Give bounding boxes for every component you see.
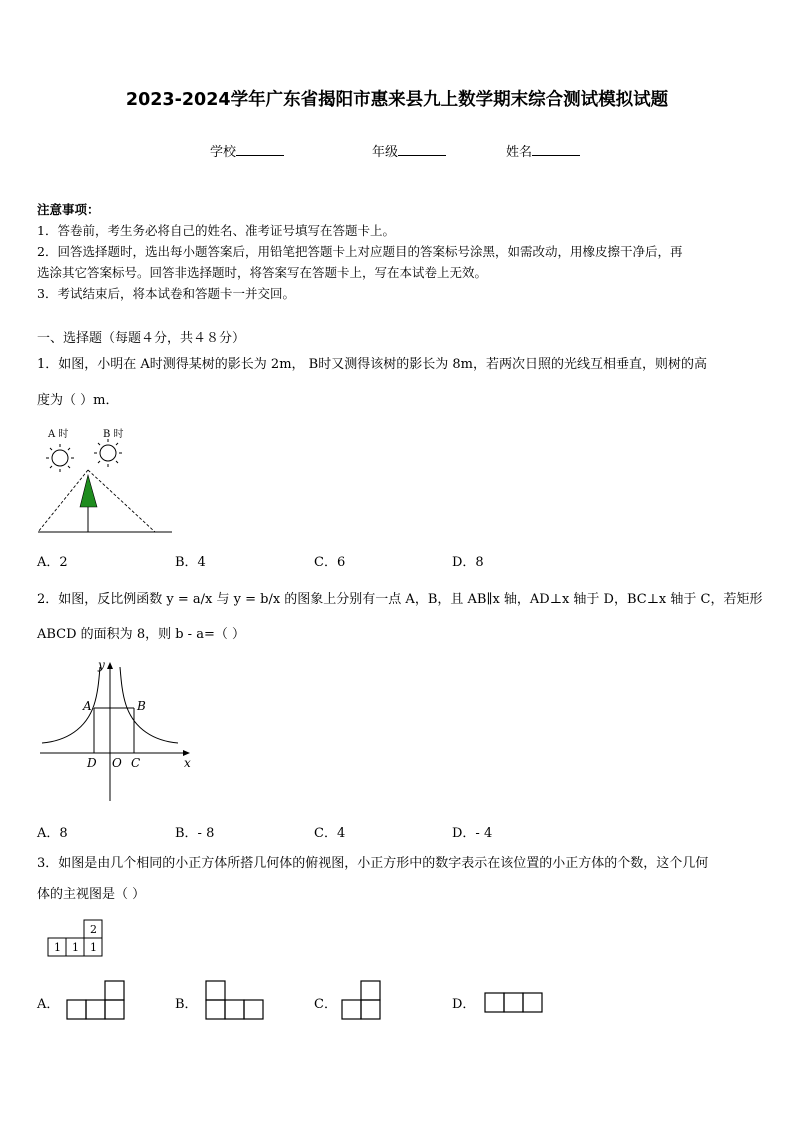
section-heading: 一、选择题（每题４分，共４８分） xyxy=(37,331,246,346)
q1-figure xyxy=(30,420,180,538)
school-blank xyxy=(236,143,284,156)
q3-option-d-shape xyxy=(483,991,547,1017)
curve-right xyxy=(120,667,178,743)
ray-b xyxy=(88,470,155,532)
q3-option-d-label: D． xyxy=(452,997,476,1012)
y-axis-label: y xyxy=(98,658,105,672)
y-axis-arrow-icon xyxy=(107,662,113,669)
q2-option-a: A．8 xyxy=(37,826,68,841)
page-title: 2023-2024学年广东省揭阳市惠来县九上数学期末综合测试模拟试题 xyxy=(125,90,669,110)
q2-option-d: D．- 4 xyxy=(452,826,493,841)
notice-block xyxy=(37,199,762,304)
notice-item: 选涂其它答案标号。回答非选择题时，将答案写在答题卡上，写在本试卷上无效。 xyxy=(37,265,488,280)
q2-option-b: B．- 8 xyxy=(175,826,215,841)
q3-top-view-grid xyxy=(44,918,108,960)
q1-text-line2: 度为（ ）m． xyxy=(37,393,119,408)
point-d-label: D xyxy=(87,756,97,770)
name-blank xyxy=(532,143,580,156)
notice-heading: 注意事项： xyxy=(37,202,100,217)
q1-text-line1: 1．如图，小明在 A时测得某树的影长为 2m， B时又测得该树的影长为 8m，若两次日照的光线互相垂直，则树的高 xyxy=(37,357,707,372)
notice-item: 3．考试结束后，将本试卷和答题卡一并交回。 xyxy=(37,286,295,301)
ray-a xyxy=(38,470,88,532)
q3-text-line1: 3．如图是由几个相同的小正方体所搭几何体的俯视图，小正方形中的数字表示在该位置的小正方体的个数，这个几何 xyxy=(37,856,709,871)
notice-item: 2．回答选择题时，选出每小题答案后，用铅笔把答题卡上对应题目的答案标号涂黑，如需改动，用橡皮擦干净后，再 xyxy=(37,244,683,259)
grid-number: 1 xyxy=(90,941,97,954)
q3-text-line2: 体的主视图是（ ） xyxy=(37,887,146,902)
q1-option-b: B．4 xyxy=(175,555,206,570)
school-field xyxy=(210,141,284,160)
q3-option-c-label: C． xyxy=(314,997,337,1012)
grade-blank xyxy=(398,143,446,156)
point-a-label: A xyxy=(83,699,92,713)
x-axis-label: x xyxy=(184,756,191,770)
point-c-label: C xyxy=(131,756,141,770)
q1-option-c: C．6 xyxy=(314,555,346,570)
q2-figure xyxy=(36,655,196,805)
point-b-label: B xyxy=(137,699,146,713)
q3-option-a-label: A． xyxy=(37,997,60,1012)
notice-item: 1．答卷前，考生务必将自己的姓名、准考证号填写在答题卡上。 xyxy=(37,223,395,238)
q3-option-b-label: B． xyxy=(175,997,198,1012)
school-label: 学校 xyxy=(210,145,237,160)
point-o-label: O xyxy=(112,756,122,770)
grid-number: 1 xyxy=(54,941,61,954)
q1-label-b: B 时 xyxy=(103,429,124,440)
q3-option-b-shape xyxy=(205,979,267,1023)
name-label: 姓名 xyxy=(506,145,533,160)
q1-option-d: D．8 xyxy=(452,555,484,570)
q3-option-a-shape xyxy=(66,979,128,1023)
sun-b-icon xyxy=(94,439,122,467)
sun-a-icon xyxy=(46,444,74,472)
name-field xyxy=(506,141,580,160)
q1-option-a: A．2 xyxy=(37,555,68,570)
grid-number: 1 xyxy=(72,941,79,954)
q1-label-a: A 时 xyxy=(48,429,69,440)
grid-number: 2 xyxy=(90,923,97,936)
tree-icon xyxy=(80,475,97,507)
grade-label: 年级 xyxy=(372,145,399,160)
q2-text-line2: ABCD 的面积为 8，则 b - a=（ ） xyxy=(37,627,245,642)
q2-option-c: C．4 xyxy=(314,826,346,841)
q2-text-line1: 2．如图，反比例函数 y = a/x 与 y = b/x 的图象上分别有一点 A，B，且 AB∥x 轴，AD⊥x 轴于 D，BC⊥x 轴于 C，若矩形 xyxy=(37,592,763,607)
q3-option-c-shape xyxy=(341,979,385,1023)
grade-field xyxy=(372,141,446,160)
